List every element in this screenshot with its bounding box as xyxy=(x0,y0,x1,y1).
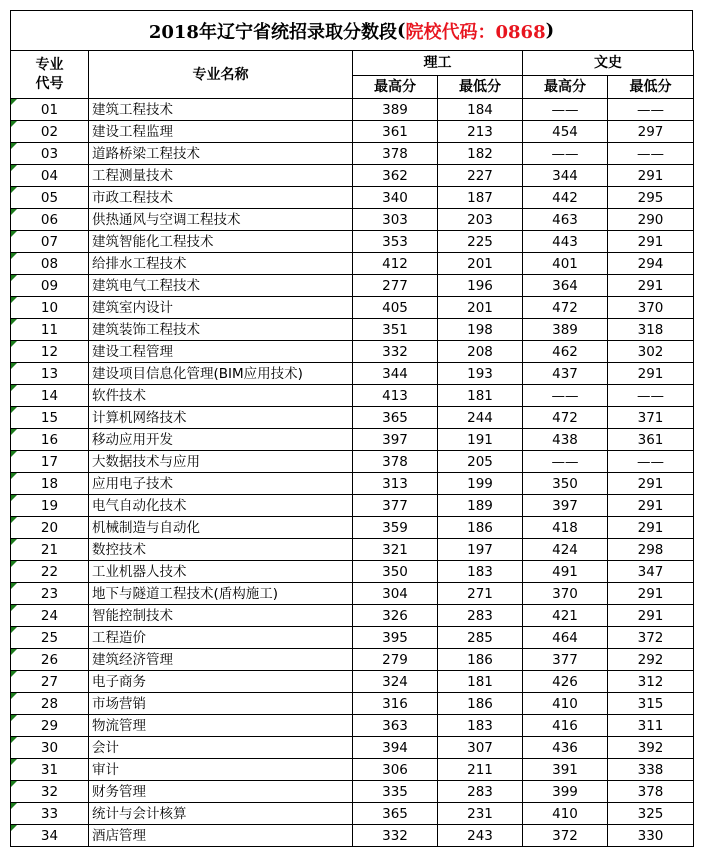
science-max-score: 378 xyxy=(353,451,438,473)
arts-min-score: 347 xyxy=(608,561,694,583)
science-max-score: 377 xyxy=(353,495,438,517)
science-max-score: 365 xyxy=(353,407,438,429)
table-row xyxy=(11,319,694,341)
arts-max-score: 462 xyxy=(523,341,608,363)
major-name-cell: 财务管理 xyxy=(89,781,353,803)
title-paren-open: ( xyxy=(396,20,406,41)
arts-min-score: 312 xyxy=(608,671,694,693)
arts-max-score: 436 xyxy=(523,737,608,759)
arts-min-score: 330 xyxy=(608,825,694,847)
arts-min-score: 392 xyxy=(608,737,694,759)
major-code-cell: 30 xyxy=(11,737,89,759)
major-name-cell: 数控技术 xyxy=(89,539,353,561)
science-max-score: 353 xyxy=(353,231,438,253)
major-name-cell: 移动应用开发 xyxy=(89,429,353,451)
arts-max-score: 437 xyxy=(523,363,608,385)
major-name-cell: 计算机网络技术 xyxy=(89,407,353,429)
arts-max-score: 491 xyxy=(523,561,608,583)
major-name-cell: 应用电子技术 xyxy=(89,473,353,495)
arts-max-score: 454 xyxy=(523,121,608,143)
major-code-cell: 03 xyxy=(11,143,89,165)
science-min-score: 196 xyxy=(438,275,523,297)
science-min-score: 201 xyxy=(438,253,523,275)
science-min-score: 181 xyxy=(438,671,523,693)
table-row xyxy=(11,121,694,143)
score-table xyxy=(10,50,694,847)
science-max-score: 405 xyxy=(353,297,438,319)
major-code-cell: 04 xyxy=(11,165,89,187)
science-max-score: 365 xyxy=(353,803,438,825)
science-min-score: 285 xyxy=(438,627,523,649)
arts-max-score: 372 xyxy=(523,825,608,847)
major-code-cell: 20 xyxy=(11,517,89,539)
science-max-score: 316 xyxy=(353,693,438,715)
header-science-max: 最高分 xyxy=(353,76,438,99)
arts-min-score: 290 xyxy=(608,209,694,231)
major-code-cell: 18 xyxy=(11,473,89,495)
science-min-score: 182 xyxy=(438,143,523,165)
major-name-cell: 道路桥梁工程技术 xyxy=(89,143,353,165)
title-paren-close: ) xyxy=(545,20,555,41)
science-max-score: 363 xyxy=(353,715,438,737)
science-min-score: 186 xyxy=(438,693,523,715)
arts-max-score: 472 xyxy=(523,407,608,429)
arts-max-score: 426 xyxy=(523,671,608,693)
science-max-score: 326 xyxy=(353,605,438,627)
table-row xyxy=(11,693,694,715)
arts-min-score: —— xyxy=(608,451,694,473)
arts-min-score: —— xyxy=(608,143,694,165)
major-code-cell: 25 xyxy=(11,627,89,649)
major-name-cell: 建筑工程技术 xyxy=(89,99,353,121)
score-sheet xyxy=(10,10,693,847)
header-code-line2: 代号 xyxy=(35,75,64,92)
science-max-score: 362 xyxy=(353,165,438,187)
science-max-score: 332 xyxy=(353,825,438,847)
science-min-score: 208 xyxy=(438,341,523,363)
major-name-cell: 建设工程管理 xyxy=(89,341,353,363)
arts-min-score: 291 xyxy=(608,605,694,627)
arts-max-score: 410 xyxy=(523,803,608,825)
major-name-cell: 建筑电气工程技术 xyxy=(89,275,353,297)
major-code-cell: 28 xyxy=(11,693,89,715)
science-max-score: 335 xyxy=(353,781,438,803)
science-max-score: 313 xyxy=(353,473,438,495)
major-code-cell: 17 xyxy=(11,451,89,473)
header-arts-max: 最高分 xyxy=(523,76,608,99)
major-name-cell: 软件技术 xyxy=(89,385,353,407)
table-row xyxy=(11,407,694,429)
major-name-cell: 给排水工程技术 xyxy=(89,253,353,275)
science-min-score: 199 xyxy=(438,473,523,495)
science-max-score: 303 xyxy=(353,209,438,231)
major-code-cell: 14 xyxy=(11,385,89,407)
arts-min-score: 302 xyxy=(608,341,694,363)
table-row xyxy=(11,759,694,781)
arts-min-score: 294 xyxy=(608,253,694,275)
arts-min-score: 311 xyxy=(608,715,694,737)
science-max-score: 389 xyxy=(353,99,438,121)
table-row xyxy=(11,605,694,627)
arts-max-score: 344 xyxy=(523,165,608,187)
major-code-cell: 23 xyxy=(11,583,89,605)
header-science-min: 最低分 xyxy=(438,76,523,99)
header-group-arts: 文史 xyxy=(523,51,694,76)
table-row xyxy=(11,539,694,561)
science-min-score: 187 xyxy=(438,187,523,209)
arts-max-score: —— xyxy=(523,385,608,407)
table-row xyxy=(11,627,694,649)
arts-min-score: 297 xyxy=(608,121,694,143)
science-min-score: 243 xyxy=(438,825,523,847)
major-code-cell: 26 xyxy=(11,649,89,671)
major-code-cell: 05 xyxy=(11,187,89,209)
arts-max-score: —— xyxy=(523,143,608,165)
major-code-cell: 33 xyxy=(11,803,89,825)
science-max-score: 361 xyxy=(353,121,438,143)
science-max-score: 321 xyxy=(353,539,438,561)
page-title xyxy=(10,10,693,50)
arts-max-score: 350 xyxy=(523,473,608,495)
arts-max-score: 418 xyxy=(523,517,608,539)
arts-max-score: 410 xyxy=(523,693,608,715)
table-row xyxy=(11,517,694,539)
arts-max-score: 421 xyxy=(523,605,608,627)
arts-max-score: 391 xyxy=(523,759,608,781)
science-min-score: 203 xyxy=(438,209,523,231)
science-max-score: 304 xyxy=(353,583,438,605)
major-name-cell: 地下与隧道工程技术(盾构施工) xyxy=(89,583,353,605)
arts-max-score: —— xyxy=(523,99,608,121)
major-code-cell: 09 xyxy=(11,275,89,297)
major-code-cell: 29 xyxy=(11,715,89,737)
major-code-cell: 12 xyxy=(11,341,89,363)
science-min-score: 186 xyxy=(438,649,523,671)
science-max-score: 340 xyxy=(353,187,438,209)
arts-min-score: 292 xyxy=(608,649,694,671)
arts-max-score: 416 xyxy=(523,715,608,737)
major-name-cell: 建设项目信息化管理(BIM应用技术) xyxy=(89,363,353,385)
arts-max-score: 397 xyxy=(523,495,608,517)
major-name-cell: 建筑室内设计 xyxy=(89,297,353,319)
table-row xyxy=(11,671,694,693)
science-max-score: 395 xyxy=(353,627,438,649)
major-code-cell: 01 xyxy=(11,99,89,121)
table-row xyxy=(11,561,694,583)
table-row xyxy=(11,715,694,737)
major-name-cell: 供热通风与空调工程技术 xyxy=(89,209,353,231)
major-name-cell: 工程造价 xyxy=(89,627,353,649)
arts-max-score: 443 xyxy=(523,231,608,253)
science-min-score: 227 xyxy=(438,165,523,187)
science-min-score: 201 xyxy=(438,297,523,319)
arts-max-score: 424 xyxy=(523,539,608,561)
major-code-cell: 08 xyxy=(11,253,89,275)
major-name-cell: 大数据技术与应用 xyxy=(89,451,353,473)
major-code-cell: 06 xyxy=(11,209,89,231)
science-max-score: 350 xyxy=(353,561,438,583)
arts-max-score: 377 xyxy=(523,649,608,671)
table-row xyxy=(11,451,694,473)
arts-min-score: 361 xyxy=(608,429,694,451)
arts-min-score: 338 xyxy=(608,759,694,781)
arts-max-score: 370 xyxy=(523,583,608,605)
major-code-cell: 34 xyxy=(11,825,89,847)
table-body xyxy=(11,99,694,847)
science-max-score: 277 xyxy=(353,275,438,297)
arts-min-score: 372 xyxy=(608,627,694,649)
arts-min-score: 291 xyxy=(608,231,694,253)
arts-min-score: 291 xyxy=(608,583,694,605)
major-code-cell: 02 xyxy=(11,121,89,143)
science-min-score: 271 xyxy=(438,583,523,605)
table-row xyxy=(11,495,694,517)
science-min-score: 244 xyxy=(438,407,523,429)
arts-min-score: 315 xyxy=(608,693,694,715)
science-max-score: 397 xyxy=(353,429,438,451)
major-name-cell: 酒店管理 xyxy=(89,825,353,847)
table-row xyxy=(11,297,694,319)
table-row xyxy=(11,341,694,363)
science-max-score: 412 xyxy=(353,253,438,275)
table-row xyxy=(11,781,694,803)
major-code-cell: 32 xyxy=(11,781,89,803)
table-row xyxy=(11,737,694,759)
science-min-score: 231 xyxy=(438,803,523,825)
major-name-cell: 电气自动化技术 xyxy=(89,495,353,517)
science-min-score: 283 xyxy=(438,605,523,627)
arts-max-score: —— xyxy=(523,451,608,473)
science-min-score: 193 xyxy=(438,363,523,385)
science-max-score: 359 xyxy=(353,517,438,539)
science-max-score: 306 xyxy=(353,759,438,781)
header-name: 专业名称 xyxy=(89,51,353,99)
major-code-cell: 11 xyxy=(11,319,89,341)
science-min-score: 213 xyxy=(438,121,523,143)
arts-min-score: 291 xyxy=(608,165,694,187)
major-name-cell: 机械制造与自动化 xyxy=(89,517,353,539)
header-code xyxy=(11,51,89,99)
major-name-cell: 物流管理 xyxy=(89,715,353,737)
arts-min-score: —— xyxy=(608,99,694,121)
arts-max-score: 438 xyxy=(523,429,608,451)
arts-max-score: 464 xyxy=(523,627,608,649)
table-row xyxy=(11,429,694,451)
major-code-cell: 24 xyxy=(11,605,89,627)
arts-min-score: 291 xyxy=(608,363,694,385)
science-min-score: 184 xyxy=(438,99,523,121)
major-code-cell: 10 xyxy=(11,297,89,319)
table-row xyxy=(11,165,694,187)
major-name-cell: 建筑经济管理 xyxy=(89,649,353,671)
arts-max-score: 442 xyxy=(523,187,608,209)
major-name-cell: 市场营销 xyxy=(89,693,353,715)
arts-min-score: 371 xyxy=(608,407,694,429)
table-row xyxy=(11,649,694,671)
science-min-score: 183 xyxy=(438,715,523,737)
arts-max-score: 401 xyxy=(523,253,608,275)
arts-min-score: 291 xyxy=(608,517,694,539)
arts-min-score: 291 xyxy=(608,275,694,297)
major-name-cell: 审计 xyxy=(89,759,353,781)
science-min-score: 186 xyxy=(438,517,523,539)
arts-min-score: 298 xyxy=(608,539,694,561)
table-row xyxy=(11,583,694,605)
title-school-code: 院校代码：0868 xyxy=(405,21,546,43)
table-row xyxy=(11,231,694,253)
science-max-score: 332 xyxy=(353,341,438,363)
science-min-score: 181 xyxy=(438,385,523,407)
table-row xyxy=(11,275,694,297)
arts-max-score: 389 xyxy=(523,319,608,341)
table-row xyxy=(11,253,694,275)
major-name-cell: 建筑装饰工程技术 xyxy=(89,319,353,341)
major-code-cell: 22 xyxy=(11,561,89,583)
major-code-cell: 21 xyxy=(11,539,89,561)
header-arts-min: 最低分 xyxy=(608,76,694,99)
major-code-cell: 16 xyxy=(11,429,89,451)
title-main: 2018年辽宁省统招录取分数段 xyxy=(148,21,397,43)
table-row xyxy=(11,803,694,825)
major-name-cell: 建筑智能化工程技术 xyxy=(89,231,353,253)
header-group-science: 理工 xyxy=(353,51,523,76)
major-code-cell: 27 xyxy=(11,671,89,693)
science-max-score: 413 xyxy=(353,385,438,407)
table-row xyxy=(11,473,694,495)
science-max-score: 324 xyxy=(353,671,438,693)
arts-min-score: 318 xyxy=(608,319,694,341)
table-row xyxy=(11,825,694,847)
table-row xyxy=(11,99,694,121)
major-name-cell: 工业机器人技术 xyxy=(89,561,353,583)
science-min-score: 183 xyxy=(438,561,523,583)
science-max-score: 344 xyxy=(353,363,438,385)
science-max-score: 378 xyxy=(353,143,438,165)
table-row xyxy=(11,209,694,231)
science-max-score: 394 xyxy=(353,737,438,759)
arts-min-score: 291 xyxy=(608,495,694,517)
arts-max-score: 364 xyxy=(523,275,608,297)
major-name-cell: 会计 xyxy=(89,737,353,759)
arts-min-score: 291 xyxy=(608,473,694,495)
major-name-cell: 电子商务 xyxy=(89,671,353,693)
science-max-score: 351 xyxy=(353,319,438,341)
major-name-cell: 市政工程技术 xyxy=(89,187,353,209)
science-min-score: 307 xyxy=(438,737,523,759)
major-name-cell: 统计与会计核算 xyxy=(89,803,353,825)
science-max-score: 279 xyxy=(353,649,438,671)
major-code-cell: 07 xyxy=(11,231,89,253)
science-min-score: 211 xyxy=(438,759,523,781)
arts-max-score: 463 xyxy=(523,209,608,231)
table-row xyxy=(11,363,694,385)
major-name-cell: 建设工程监理 xyxy=(89,121,353,143)
science-min-score: 189 xyxy=(438,495,523,517)
arts-max-score: 399 xyxy=(523,781,608,803)
major-code-cell: 31 xyxy=(11,759,89,781)
arts-max-score: 472 xyxy=(523,297,608,319)
science-min-score: 205 xyxy=(438,451,523,473)
arts-min-score: 325 xyxy=(608,803,694,825)
science-min-score: 225 xyxy=(438,231,523,253)
table-header xyxy=(11,51,694,99)
arts-min-score: 370 xyxy=(608,297,694,319)
science-min-score: 198 xyxy=(438,319,523,341)
arts-min-score: 378 xyxy=(608,781,694,803)
major-name-cell: 工程测量技术 xyxy=(89,165,353,187)
table-row xyxy=(11,143,694,165)
major-name-cell: 智能控制技术 xyxy=(89,605,353,627)
arts-min-score: —— xyxy=(608,385,694,407)
header-code-line1: 专业 xyxy=(35,56,64,73)
table-row xyxy=(11,385,694,407)
science-min-score: 191 xyxy=(438,429,523,451)
science-min-score: 197 xyxy=(438,539,523,561)
table-row xyxy=(11,187,694,209)
major-code-cell: 19 xyxy=(11,495,89,517)
arts-min-score: 295 xyxy=(608,187,694,209)
major-code-cell: 13 xyxy=(11,363,89,385)
science-min-score: 283 xyxy=(438,781,523,803)
major-code-cell: 15 xyxy=(11,407,89,429)
